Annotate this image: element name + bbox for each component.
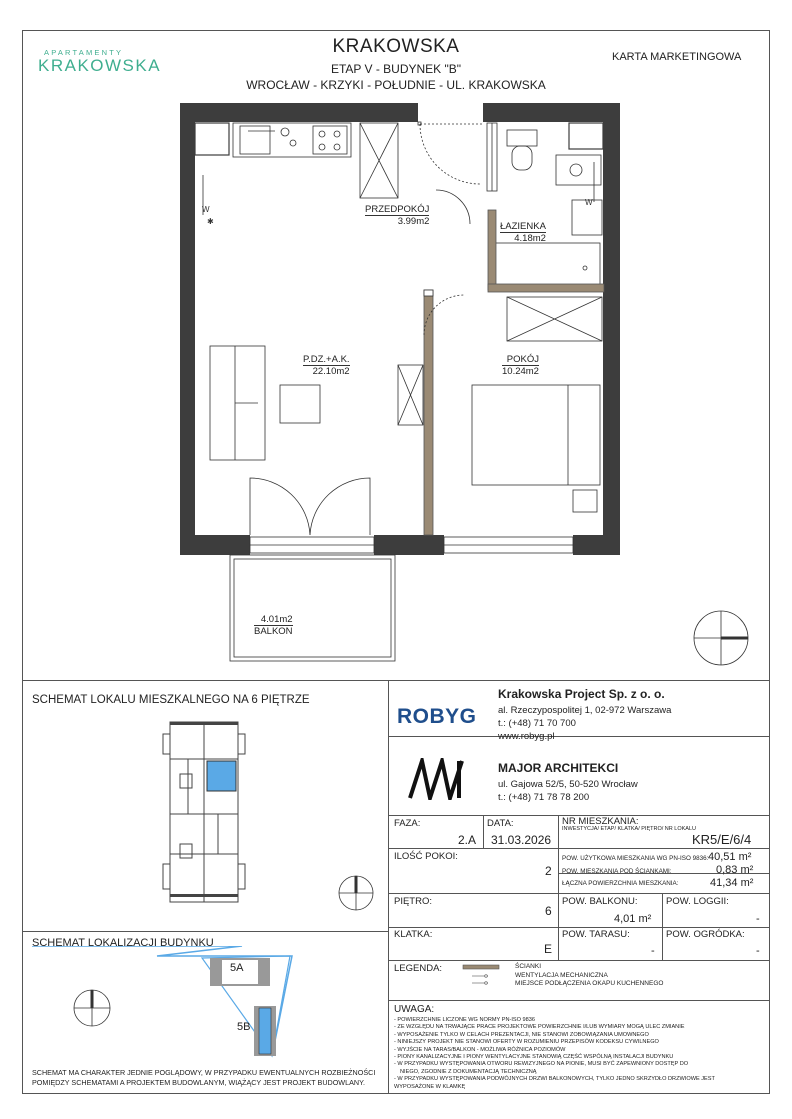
logo-top-text: APARTAMENTY (44, 48, 124, 57)
wall-bottom-1 (180, 535, 250, 555)
developer-address: al. Rzeczypospolitej 1, 02-972 Warszawa (498, 705, 672, 716)
legend-item-vent: WENTYLACJA MECHANICZNA (515, 971, 608, 979)
faza-value: 2.A (458, 833, 477, 847)
room-pokoj-area: 10.24m2 (502, 366, 539, 377)
room-pokoj-name: POKÓJ (502, 354, 539, 366)
pietro-label: PIĘTRO: (394, 896, 433, 907)
room-balkon-name: BALKON (254, 626, 293, 637)
disclaimer-line-2: POMIĘDZY SCHEMATAMI A PROJEKTEM BUDOWLANYM, WIĄŻĄCY JEST PROJEKT BUDOWLANY. (32, 1078, 365, 1087)
pietro-value: 6 (545, 904, 552, 918)
room-dzienny-area: 22.10m2 (312, 366, 350, 377)
note-line: - ZE WZGLĘDU NA TRWAJĄCE PRACE PROJEKTOWE POWIERZCHNIE I/LUB WYMIARY MOGĄ ULEC ZMIANIE (394, 1024, 685, 1031)
legend-items (515, 963, 663, 989)
data-label: DATA: (487, 818, 514, 829)
architect-name: MAJOR ARCHITEKCI (498, 761, 619, 775)
building-5b-label: 5B (237, 1021, 251, 1033)
wall-bottom-3 (573, 535, 620, 555)
compass-small-icon (336, 873, 376, 913)
page-subtitle-1: ETAP V - BUDYNEK "B" (330, 62, 462, 76)
disclaimer (32, 1068, 375, 1088)
pow-sc-label: POW. MIESZKANIA POD ŚCIANKAMI: (562, 868, 672, 875)
page-subtitle-2: WROCŁAW - KRZYKI - POŁUDNIE - UL. KRAKOWSKA (246, 78, 546, 92)
room-przedpokoj-area: 3.99m2 (397, 216, 430, 227)
legend-item-hood: MIEJSCE PODŁĄCZENIA OKAPU KUCHENNEGO (515, 980, 664, 987)
loggia-label: POW. LOGGII: (666, 896, 729, 907)
bed (472, 385, 600, 485)
note-line: - W PRZYPADKU WYSTĘPOWANIA PODWÓJNYCH DRZWI BALKONOWYCH, TYLKO JEDNO SKRZYDŁO DRZWIOWE JEST (394, 1076, 715, 1083)
note-line: - NINIEJSZY PROJEKT NIE STANOWI OFERTY W ROZUMIENIU PRZEPISÓW KODEKSU CYWILNEGO (394, 1039, 659, 1046)
wall-right (603, 103, 620, 555)
balkon-value: 4,01 m² (614, 913, 652, 925)
balcony-outline (230, 555, 395, 661)
taras-label: POW. TARASU: (562, 929, 630, 940)
note-line: - PIONY KANALIZACYJNE I PIONY WENTYLACYJNE STANOWIĄ CZĘŚĆ WSPÓLNĄ INSTALACJI BUDYNKU (394, 1054, 674, 1061)
note-line: WYPOSAŻONE W KLAMKĘ (394, 1083, 466, 1090)
room-lazienka-area: 4.18m2 (514, 233, 546, 244)
balkon-label: POW. BALKONU: (562, 896, 638, 907)
developer-name: Krakowska Project Sp. z o. o. (498, 687, 665, 701)
svg-text:W: W (585, 198, 593, 207)
notes-list (394, 1017, 715, 1091)
room-balkon-area: 4.01m2 (254, 614, 293, 626)
legend-item-walls: ŚCIANKI (515, 963, 542, 970)
wall-top-right (483, 103, 620, 122)
pow-lacz-label: ŁĄCZNA POWIERZCHNIA MIESZKANIA: (562, 880, 679, 887)
architect-info (498, 761, 638, 804)
shaft-left (195, 123, 229, 155)
klatka-label: KLATKA: (394, 929, 433, 940)
shaft-right (569, 123, 603, 149)
developer-info (498, 687, 671, 743)
notes-title: UWAGA: (394, 1004, 435, 1015)
disclaimer-line-1: SCHEMAT MA CHARAKTER JEDNIE POGLĄDOWY, W PRZYPADKU EWENTUALNYCH ROZBIEŻNOŚCI (32, 1068, 376, 1077)
legend-wall-swatch (463, 965, 499, 969)
room-przedpokoj-name: PRZEDPOKÓJ (365, 204, 430, 215)
pow-lacz-value: 41,34 m² (710, 877, 754, 889)
nr-sub: INWESTYCJA/ ETAP/ KLATKA/ PIĘTRO/ NR LOKALU (562, 826, 696, 832)
compass-icon (694, 611, 748, 665)
building-5a-label: 5A (230, 962, 244, 974)
walls (180, 103, 620, 555)
wall-top-left (180, 103, 418, 122)
logo-main-text: KRAKOWSKA (38, 56, 162, 75)
card-type: KARTA MARKETINGOWA (612, 51, 742, 63)
taras-value: - (651, 945, 655, 957)
nr-label: NR MIESZKANIA: (562, 816, 639, 827)
developer-phone: t.: (+48) 71 70 700 (498, 718, 576, 729)
room-lazienka-name: ŁAZIENKA (500, 221, 546, 232)
architect-phone: t.: (+48) 71 78 78 200 (498, 792, 590, 803)
schemat-lokalu-title: SCHEMAT LOKALU MIESZKALNEGO NA 6 PIĘTRZE (32, 694, 310, 706)
faza-label: FAZA: (394, 818, 421, 829)
highlighted-apartment (207, 761, 236, 791)
note-line: - WYJŚCIE NA TARAS/BALKON - MOŻLIWA RÓŻNICA POZIOMÓW (394, 1046, 566, 1053)
schemat-lokalu-plan (158, 714, 254, 914)
page-title: KRAKOWSKA (332, 36, 460, 57)
svg-text:W: W (202, 205, 210, 214)
ogrodek-label: POW. OGRÓDKA: (666, 929, 745, 940)
major-architekci-logo-icon (408, 758, 464, 800)
architect-address: ul. Gajowa 52/5, 50-520 Wrocław (498, 779, 638, 790)
room-dzienny-name: P.DZ.+A.K. (303, 354, 350, 365)
pow-sc-value: 0,83 m² (716, 864, 754, 876)
nr-value: KR5/E/6/4 (692, 832, 752, 847)
legend-symbols (460, 963, 510, 993)
note-line: - WYPOSAŻENIE TYLKO W CELACH PREZENTACJI, NIE STANOWI ZOBOWIĄZANIA UMOWNEGO (394, 1031, 649, 1038)
pokoje-label: ILOŚĆ POKOI: (394, 851, 458, 862)
schemat-lokalizacji-title: SCHEMAT LOKALIZACJI BUDYNKU (32, 937, 214, 949)
room-dzienny (303, 354, 350, 377)
legend-title: LEGENDA: (394, 963, 443, 974)
pow-uz-value: 40,51 m² (708, 851, 752, 863)
developer-web: www.robyg.pl (498, 731, 555, 742)
table (280, 385, 320, 423)
note-line: NIEGO, ZGODNIE Z DOKUMENTACJĄ TECHNICZNĄ (400, 1068, 537, 1075)
schemat-lokalizacji-map (22, 946, 388, 1066)
pow-uz-label: POW. UŻYTKOWA MIESZKANIA WG PN-ISO 9836: (562, 855, 709, 862)
wall-bottom-2 (374, 535, 444, 555)
note-line: - POWIERZCHNIE LICZONE WG NORMY PN-ISO 9836 (394, 1017, 536, 1023)
pokoje-value: 2 (545, 864, 552, 878)
note-line: - W PRZYPADKU WYSTĘPOWANIA OTWORU REWIZYJNEGO NA PIONIE, MUSI BYĆ ZAPEWNIONY DOSTĘP DO (394, 1061, 689, 1068)
room-przedpokoj (365, 204, 429, 227)
room-balkon (254, 614, 293, 637)
robyg-logo: ROBYG (397, 705, 477, 728)
data-value: 31.03.2026 (491, 833, 552, 847)
loggia-value: - (756, 913, 760, 925)
klatka-value: E (544, 942, 553, 956)
room-lazienka (500, 221, 546, 244)
svg-text:✱: ✱ (207, 217, 214, 226)
wall-left (180, 103, 195, 555)
ogrodek-value: - (756, 945, 760, 957)
room-pokoj (502, 354, 539, 377)
